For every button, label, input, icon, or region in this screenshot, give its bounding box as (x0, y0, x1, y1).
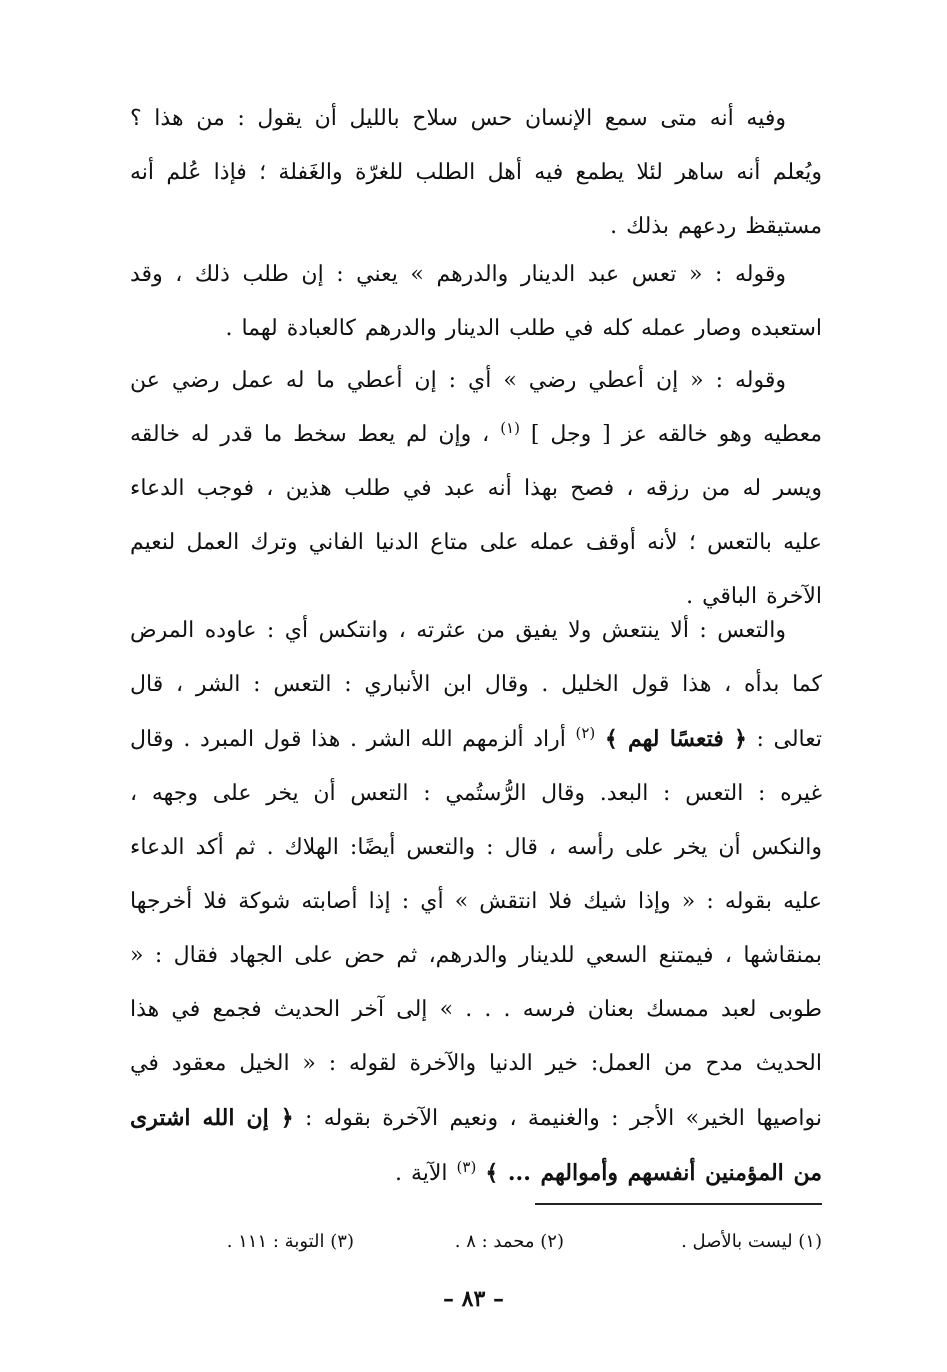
paragraph-2 (130, 248, 822, 356)
paragraph-3-start: وقوله : « إن أعطي رضي » أي : إن أعطي ما له عمل رضي عن معطيه وهو خالقه عز [ وجل ] (130, 368, 822, 447)
paragraph-4-text (130, 604, 822, 1201)
page-number: – ٨٣ – (443, 1286, 504, 1312)
paragraph-4-part-2: أراد ألزمهم الله الشر . هذا قول المبرد . وقال غيره : التعس : البعد. وقال الرُّستُمي : التعس أن يخر على وجهه ، والنكس أن يخر على رأسه ، قال : والتعس أيضًا: الهلاك . ثم أكد الدعاء عليه بقوله : « وإذا شيك فلا انتقش » أي : إذا أصابته شوكة فلا أخرجها بمنقاشها ، فيمتنع السعي للدينار والدرهم، ثم حض على الجهاد فقال : « طوبى لعبد ممسك بعنان فرسه . . . » إلى آخر الحديث فجمع في هذا الحديث مدح من العمل: خير الدنيا والآخرة لقوله : « الخيل معقود في نواصيها الخير» الأجر : والغنيمة ، ونعيم الآخرة بقوله : (130, 727, 822, 1131)
footnote-ref-1: (١) (500, 419, 520, 437)
footnote-ref-3: (٣) (456, 1158, 477, 1176)
paragraph-4-part-3: الآية . (394, 1161, 448, 1186)
footnote-2: (٢) محمد : ٨ . (454, 1231, 564, 1252)
paragraph-1-text: وفيه أنه متى سمع الإنسان حس سلاح بالليل أن يقول : من هذا ؟ ويُعلم أنه ساهر لئلا يطمع فيه أهل الطلب للغرّة والغَفلة ؛ فإذا عُلم أنه مستيقظ ردعهم بذلك . (130, 106, 822, 239)
paragraph-4-part-1: والتعس : ألا ينتعش ولا يفيق من عثرته ، وانتكس أي : عاوده المرض كما بدأه ، هذا قول الخليل . وقال ابن الأنباري : التعس : الشر ، قال تعالى : (130, 618, 822, 752)
paragraph-3-end: ، وإن لم يعط سخط ما قدر له خالقه ويسر له من رزقه ، فصح بهذا أنه عبد في طلب هذين ، فوجب الدعاء عليه بالتعس ؛ لأنه أوقف عمله على متاع الدنيا الفاني وترك العمل لنعيم الآخرة الباقي . (130, 422, 822, 609)
paragraph-3 (130, 354, 822, 624)
footnote-1: (١) ليست بالأصل . (681, 1231, 822, 1252)
footnote-3: (٣) التوبة : ١١١ . (226, 1231, 354, 1252)
paragraph-3-text (130, 354, 822, 624)
paragraph-4 (130, 604, 822, 1201)
quran-quote-2: ﴿ إن الله اشترى من المؤمنين أنفسهم وأموالهم ... ﴾ (130, 1105, 822, 1186)
quran-quote-1: ﴿ فتعسًا لهم ﴾ (604, 726, 747, 752)
footnotes (130, 1222, 822, 1262)
paragraph-1 (130, 92, 822, 254)
paragraph-2-text: وقوله : « تعس عبد الدينار والدرهم » يعني : إن طلب ذلك ، وقد استعبده وصار عمله كله في طلب الدينار والدرهم كالعبادة لهما . (130, 262, 822, 341)
footnote-divider (535, 1203, 822, 1205)
footnote-ref-2: (٢) (575, 724, 596, 742)
